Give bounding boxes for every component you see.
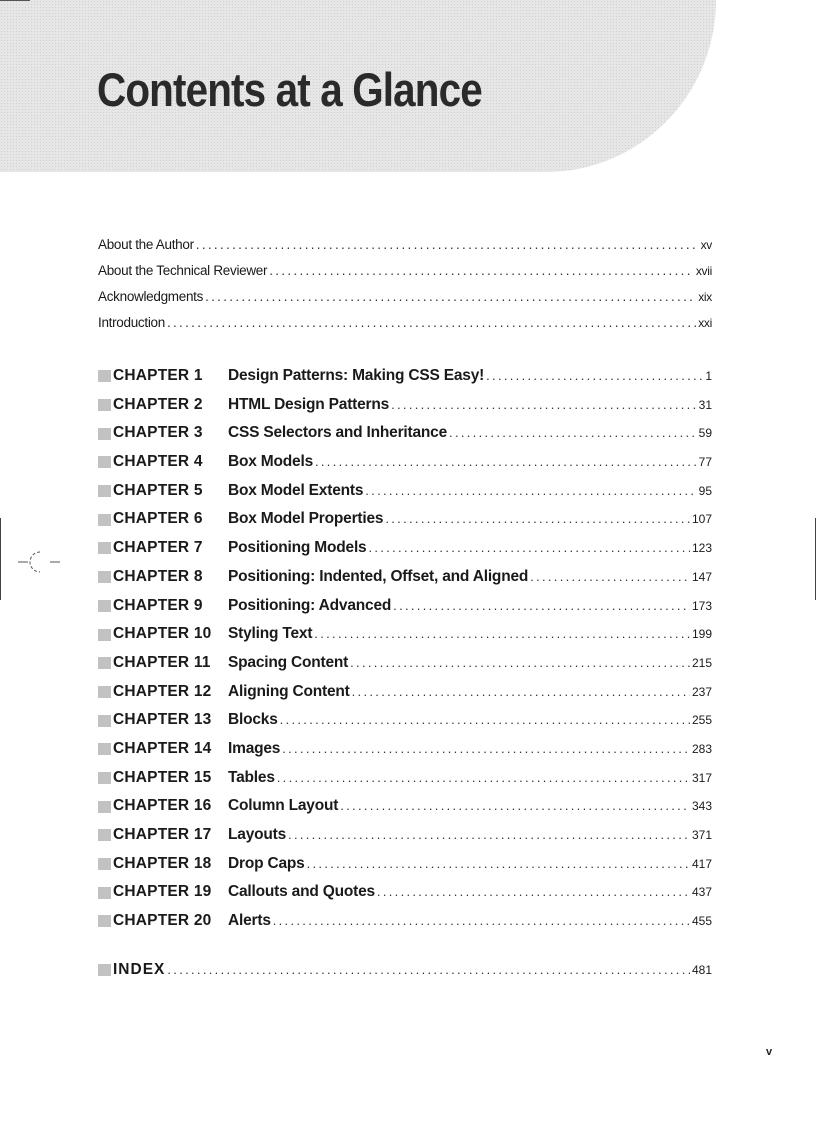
- chapter-label: CHAPTER 6: [113, 510, 203, 528]
- chapter-title: Box Models: [228, 453, 313, 471]
- dotted-square-marker-icon: [98, 686, 111, 698]
- chapter-title: Spacing Content: [228, 653, 349, 671]
- chapter-page-number: 31: [698, 397, 712, 412]
- dot-leader: [269, 258, 694, 284]
- toc-entry-chapter-16[interactable]: [98, 792, 712, 821]
- entry-page-number: xix: [698, 290, 712, 304]
- entry-page-number: xv: [700, 238, 712, 252]
- toc-entry-chapter-11[interactable]: [98, 649, 712, 678]
- chapter-page-number: 123: [691, 541, 712, 556]
- dotted-square-marker-icon: [98, 858, 111, 870]
- chapter-title: CSS Selectors and Inheritance: [228, 424, 448, 442]
- dot-leader: [449, 419, 697, 448]
- dotted-square-marker-icon: [98, 887, 111, 899]
- chapter-label: CHAPTER 10: [113, 625, 212, 643]
- chapter-label: CHAPTER 18: [113, 854, 212, 872]
- dot-leader: [205, 284, 696, 310]
- dot-leader: [365, 477, 696, 506]
- toc-entry-chapter-14[interactable]: [98, 735, 712, 764]
- toc-entry-chapter-19[interactable]: [98, 878, 712, 907]
- dotted-square-marker-icon: [98, 829, 111, 841]
- chapter-label: CHAPTER 17: [113, 826, 212, 843]
- dot-leader: [280, 706, 690, 735]
- page-title: Contents at a Glance: [97, 63, 482, 116]
- dot-leader: [368, 534, 689, 563]
- chapter-title: Drop Caps: [228, 854, 305, 872]
- chapter-title: Column Layout: [228, 797, 339, 815]
- top-rule: [0, 0, 30, 1]
- chapter-label: CHAPTER 11: [113, 653, 211, 671]
- chapter-page-number: 107: [691, 512, 712, 527]
- dot-leader: [282, 735, 690, 764]
- entry-title: About the Author: [98, 237, 194, 252]
- toc-entry-chapter-18[interactable]: [98, 850, 712, 879]
- chapter-page-number: 59: [698, 426, 712, 441]
- dotted-square-marker-icon: [98, 514, 111, 526]
- chapter-page-number: 95: [698, 483, 712, 498]
- toc-entry-chapter-7[interactable]: [98, 534, 712, 563]
- chapter-title: Box Model Properties: [228, 510, 384, 528]
- dot-leader: [391, 391, 697, 420]
- chapter-label: CHAPTER 14: [113, 739, 212, 757]
- chapter-page-number: 343: [691, 799, 712, 814]
- toc-entry-chapter-13[interactable]: [98, 706, 712, 735]
- toc-entry-introduction[interactable]: [98, 310, 712, 336]
- dotted-square-marker-icon: [98, 801, 111, 813]
- chapter-page-number: 283: [691, 741, 712, 756]
- dotted-square-marker-icon: [98, 370, 111, 382]
- chapter-page-number: 437: [691, 885, 712, 900]
- crop-mark-left: [0, 518, 1, 600]
- chapter-title: Positioning: Advanced: [228, 596, 392, 614]
- chapter-page-number: 199: [691, 627, 712, 642]
- dot-leader: [377, 878, 690, 907]
- dot-leader: [167, 310, 696, 336]
- dotted-square-marker-icon: [98, 456, 111, 468]
- toc-entry-acknowledgments[interactable]: [98, 284, 712, 310]
- toc-entry-chapter-17[interactable]: [98, 821, 712, 850]
- dotted-square-marker-icon: [98, 571, 111, 583]
- chapter-list: [98, 362, 712, 936]
- chapter-title: HTML Design Patterns: [228, 395, 390, 413]
- toc-entry-chapter-15[interactable]: [98, 764, 712, 793]
- chapter-label: CHAPTER 3: [113, 424, 203, 442]
- toc-entry-chapter-10[interactable]: [98, 620, 712, 649]
- toc-entry-chapter-5[interactable]: [98, 477, 712, 506]
- toc-entry-chapter-3[interactable]: [98, 419, 712, 448]
- toc-entry-chapter-12[interactable]: [98, 678, 712, 707]
- chapter-label: CHAPTER 1: [113, 367, 203, 384]
- chapter-title: Aligning Content: [228, 682, 350, 700]
- entry-title: Acknowledgments: [98, 289, 204, 304]
- dot-leader: [340, 792, 690, 821]
- chapter-label: CHAPTER 7: [113, 539, 203, 557]
- toc-entry-chapter-9[interactable]: [98, 592, 712, 621]
- chapter-page-number: 317: [691, 770, 712, 785]
- chapter-title: Positioning: Indented, Offset, and Aligned: [228, 567, 529, 585]
- chapter-title: Blocks: [228, 711, 278, 729]
- chapter-title: Images: [228, 739, 281, 757]
- chapter-label: CHAPTER 19: [113, 883, 212, 901]
- toc-entry-chapter-8[interactable]: [98, 563, 712, 592]
- toc-entry-chapter-1[interactable]: [98, 362, 712, 391]
- chapter-label: CHAPTER 16: [113, 797, 212, 815]
- dot-leader: [196, 232, 699, 258]
- dotted-square-marker-icon: [98, 964, 111, 976]
- toc-entry-index[interactable]: [98, 956, 712, 984]
- dot-leader: [393, 592, 690, 621]
- chapter-label: CHAPTER 5: [113, 481, 203, 499]
- dot-leader: [315, 448, 697, 477]
- dotted-square-marker-icon: [98, 743, 111, 755]
- dotted-square-marker-icon: [98, 715, 111, 727]
- chapter-title: Styling Text: [228, 625, 313, 643]
- entry-title: About the Technical Reviewer: [98, 263, 268, 278]
- chapter-page-number: 371: [691, 828, 712, 842]
- dotted-square-marker-icon: [98, 600, 111, 612]
- chapter-label: CHAPTER 13: [113, 711, 212, 729]
- dot-leader: [385, 505, 690, 534]
- index-label: INDEX: [113, 961, 166, 978]
- entry-page-number: xxi: [698, 316, 712, 330]
- toc-entry-about-author[interactable]: [98, 232, 712, 258]
- entry-title: Introduction: [98, 315, 165, 330]
- chapter-label: CHAPTER 20: [113, 912, 212, 930]
- front-matter-list: [98, 232, 712, 336]
- chapter-page-number: 147: [691, 569, 712, 584]
- chapter-title: Positioning Models: [228, 539, 367, 557]
- entry-page-number: xvii: [695, 264, 712, 278]
- dotted-square-marker-icon: [98, 485, 111, 497]
- toc-entry-chapter-20[interactable]: [98, 907, 712, 936]
- chapter-title: Alerts: [228, 912, 271, 930]
- dotted-square-marker-icon: [98, 772, 111, 784]
- toc-entry-about-reviewer[interactable]: [98, 258, 712, 284]
- toc-entry-chapter-2[interactable]: [98, 391, 712, 420]
- toc-entry-chapter-4[interactable]: [98, 448, 712, 477]
- dot-leader: [273, 907, 690, 936]
- chapter-title: Layouts: [228, 826, 287, 843]
- chapter-page-number: 455: [691, 914, 712, 929]
- chapter-title: Callouts and Quotes: [228, 883, 375, 901]
- chapter-title: Tables: [228, 768, 275, 786]
- chapter-label: CHAPTER 9: [113, 596, 203, 614]
- dotted-square-marker-icon: [98, 428, 111, 440]
- dotted-square-marker-icon: [98, 915, 111, 927]
- dot-leader: [350, 649, 690, 678]
- dot-leader: [277, 764, 690, 793]
- chapter-page-number: 1: [705, 369, 712, 383]
- chapter-page-number: 237: [691, 684, 712, 699]
- dot-leader: [530, 563, 690, 592]
- chapter-label: CHAPTER 12: [113, 682, 212, 700]
- chapter-page-number: 77: [698, 455, 712, 470]
- dot-leader: [314, 620, 690, 649]
- dotted-square-marker-icon: [98, 542, 111, 554]
- dot-leader: [167, 956, 690, 984]
- index-page-number: 481: [691, 963, 712, 977]
- chapter-label: CHAPTER 15: [113, 768, 212, 786]
- dotted-square-marker-icon: [98, 657, 111, 669]
- dot-leader: [486, 362, 703, 391]
- chapter-page-number: 173: [691, 598, 712, 613]
- page-folio: v: [766, 1046, 773, 1058]
- chapter-title: Box Model Extents: [228, 481, 364, 499]
- dot-leader: [352, 678, 690, 707]
- registration-mark-icon: [16, 548, 62, 576]
- dot-leader: [307, 850, 690, 879]
- chapter-label: CHAPTER 8: [113, 567, 203, 585]
- dotted-square-marker-icon: [98, 629, 111, 641]
- chapter-page-number: 215: [691, 655, 712, 670]
- chapter-page-number: 255: [691, 713, 712, 728]
- toc-entry-chapter-6[interactable]: [98, 505, 712, 534]
- dot-leader: [288, 821, 690, 850]
- chapter-label: CHAPTER 4: [113, 453, 203, 471]
- chapter-page-number: 417: [691, 856, 712, 871]
- dotted-square-marker-icon: [98, 399, 111, 411]
- chapter-label: CHAPTER 2: [113, 395, 203, 413]
- chapter-title: Design Patterns: Making CSS Easy!: [228, 367, 485, 384]
